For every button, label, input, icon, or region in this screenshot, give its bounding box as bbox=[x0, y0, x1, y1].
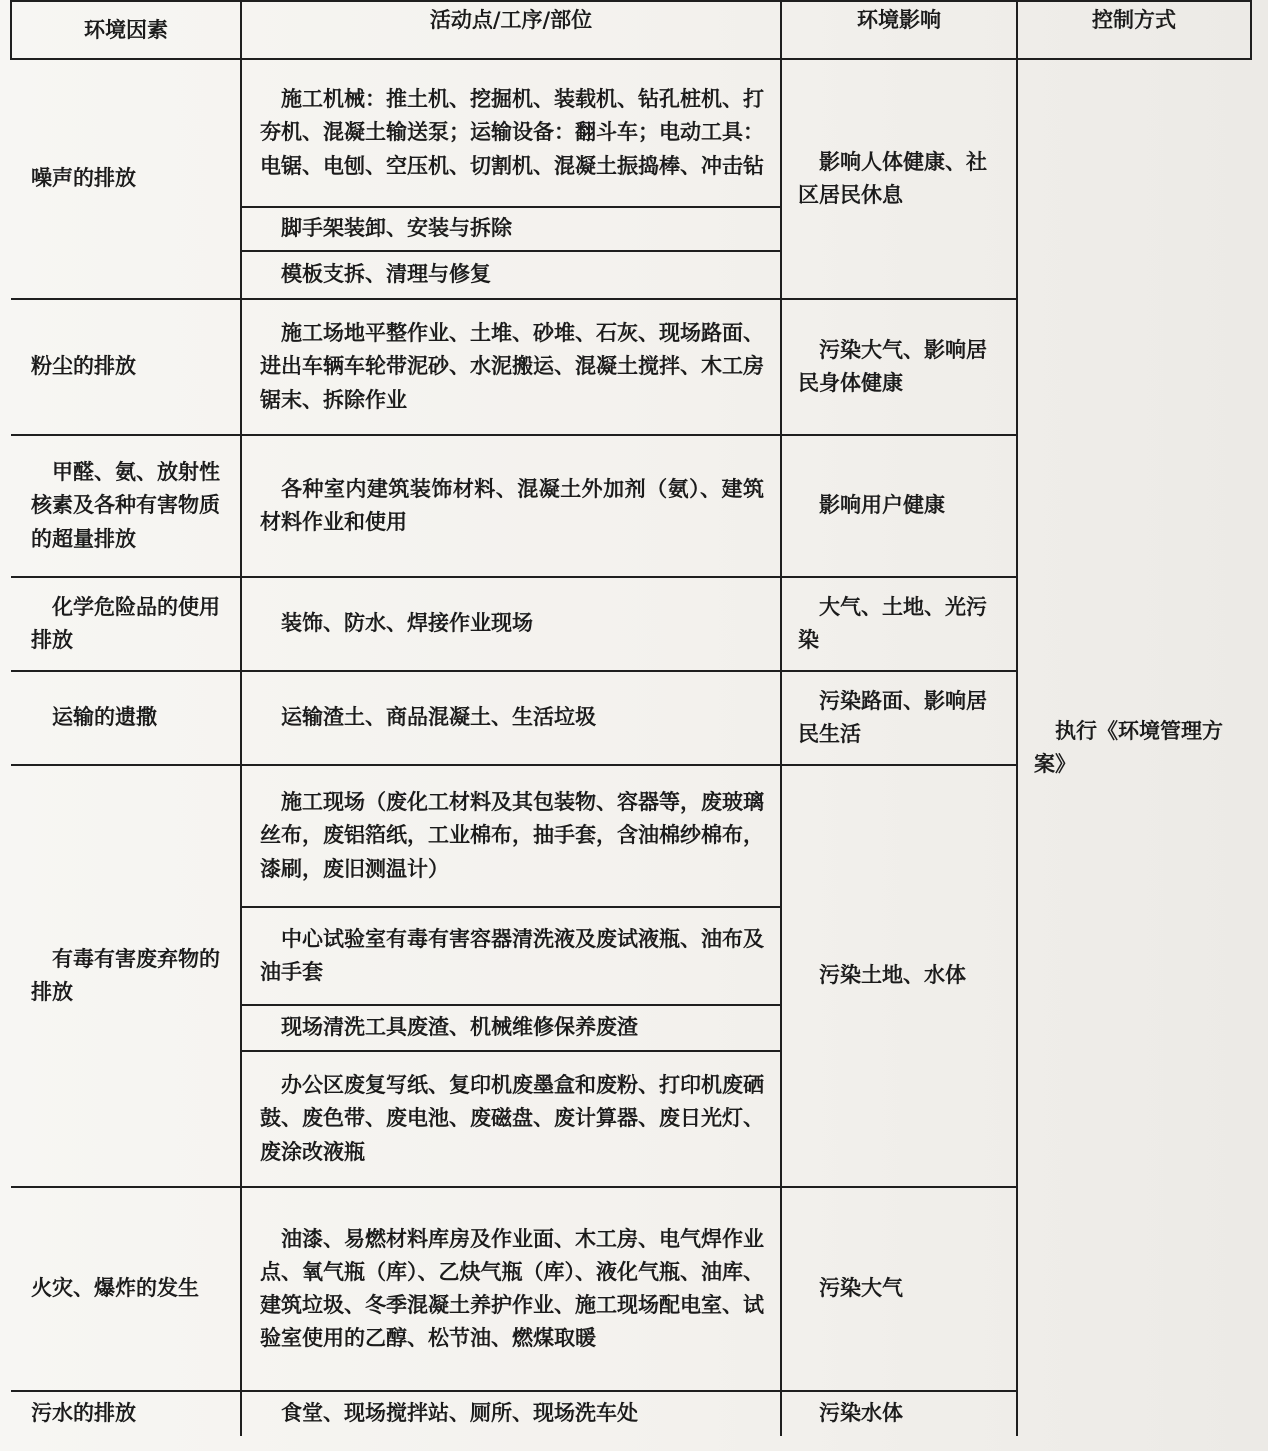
factor-cell: 火灾、爆炸的发生 bbox=[11, 1187, 241, 1391]
impact-cell: 大气、土地、光污染 bbox=[781, 577, 1017, 671]
activity-cell: 模板支拆、清理与修复 bbox=[241, 251, 781, 299]
impact-cell: 污染大气、影响居民身体健康 bbox=[781, 299, 1017, 435]
activity-cell: 施工现场（废化工材料及其包装物、容器等，废玻璃丝布，废铝箔纸，工业棉布，抽手套，含油棉纱棉布，漆刷，废旧测温计） bbox=[241, 765, 781, 907]
factor-cell: 粉尘的排放 bbox=[11, 299, 241, 435]
factor-cell: 甲醛、氨、放射性核素及各种有害物质的超量排放 bbox=[11, 435, 241, 577]
header-environmental-factor: 环境因素 bbox=[11, 1, 241, 59]
activity-cell: 施工场地平整作业、土堆、砂堆、石灰、现场路面、进出车辆车轮带泥砂、水泥搬运、混凝土搅拌、木工房锯末、拆除作业 bbox=[241, 299, 781, 435]
impact-cell: 污染水体 bbox=[781, 1391, 1017, 1436]
activity-cell: 装饰、防水、焊接作业现场 bbox=[241, 577, 781, 671]
activity-cell: 脚手架装卸、安装与拆除 bbox=[241, 207, 781, 251]
impact-cell: 污染大气 bbox=[781, 1187, 1017, 1391]
impact-cell: 污染路面、影响居民生活 bbox=[781, 671, 1017, 765]
factor-cell: 噪声的排放 bbox=[11, 59, 241, 299]
control-method-text: 执行《环境管理方案》 bbox=[1034, 718, 1223, 776]
control-method-cell bbox=[1017, 59, 1251, 1436]
activity-cell: 施工机械：推土机、挖掘机、装载机、钻孔桩机、打夯机、混凝土输送泵；运输设备：翻斗车；电动工具：电锯、电刨、空压机、切割机、混凝土振捣棒、冲击钻 bbox=[241, 59, 781, 207]
environmental-factors-table bbox=[10, 0, 1252, 1436]
activity-cell: 食堂、现场搅拌站、厕所、现场洗车处 bbox=[241, 1391, 781, 1436]
impact-cell: 污染土地、水体 bbox=[781, 765, 1017, 1187]
activity-cell: 办公区废复写纸、复印机废墨盒和废粉、打印机废硒鼓、废色带、废电池、废磁盘、废计算器、废日光灯、废涂改液瓶 bbox=[241, 1051, 781, 1187]
factor-cell: 有毒有害废弃物的排放 bbox=[11, 765, 241, 1187]
table-header-row bbox=[11, 1, 1251, 59]
activity-cell: 中心试验室有毒有害容器清洗液及废试液瓶、油布及油手套 bbox=[241, 907, 781, 1005]
activity-cell: 运输渣土、商品混凝土、生活垃圾 bbox=[241, 671, 781, 765]
activity-cell: 现场清洗工具废渣、机械维修保养废渣 bbox=[241, 1005, 781, 1051]
activity-cell: 油漆、易燃材料库房及作业面、木工房、电气焊作业点、氧气瓶（库）、乙炔气瓶（库）、液化气瓶、油库、建筑垃圾、冬季混凝土养护作业、施工现场配电室、试验室使用的乙醇、松节油、燃煤取暖 bbox=[241, 1187, 781, 1391]
header-environmental-impact: 环境影响 bbox=[781, 1, 1017, 59]
impact-cell: 影响用户健康 bbox=[781, 435, 1017, 577]
factor-cell: 运输的遗撒 bbox=[11, 671, 241, 765]
table-row bbox=[11, 59, 1251, 207]
header-activity: 活动点/工序/部位 bbox=[241, 1, 781, 59]
impact-cell: 影响人体健康、社区居民休息 bbox=[781, 59, 1017, 299]
activity-cell: 各种室内建筑装饰材料、混凝土外加剂（氨）、建筑材料作业和使用 bbox=[241, 435, 781, 577]
header-control-method: 控制方式 bbox=[1017, 1, 1251, 59]
factor-cell: 污水的排放 bbox=[11, 1391, 241, 1436]
factor-cell: 化学危险品的使用排放 bbox=[11, 577, 241, 671]
